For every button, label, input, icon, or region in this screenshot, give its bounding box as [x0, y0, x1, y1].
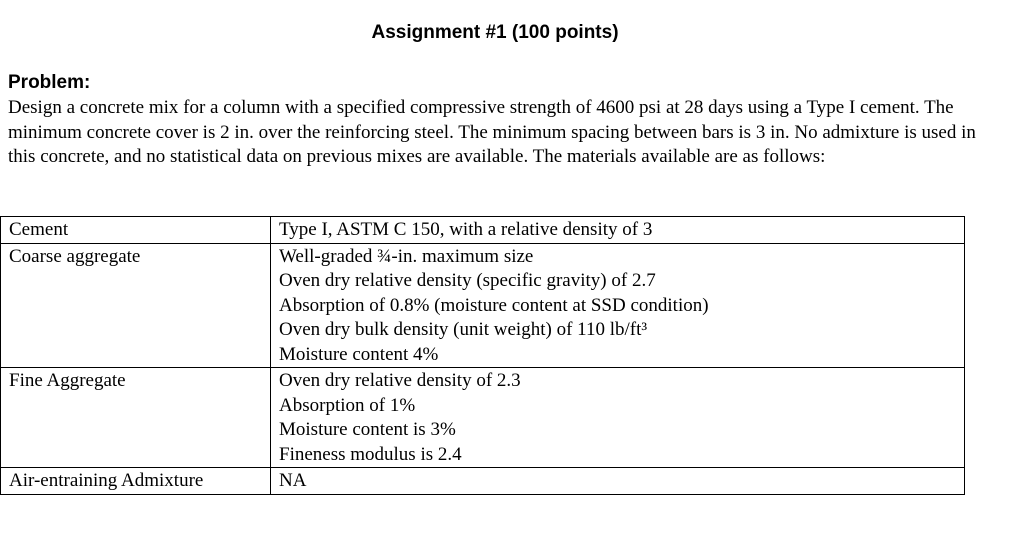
problem-statement: Design a concrete mix for a column with a specified compressive strength of 4600 psi at 28 days using a Type I cement. The minimum concrete cover is 2 in. over the reinforcing steel. The minimum spacing between bars is 3 in. No admixture is used in this concrete, and no statistical data on previous mixes are available. The materials available are as follows:	[8, 97, 976, 167]
property-line: Oven dry relative density of 2.3	[279, 370, 521, 391]
property-line: Absorption of 0.8% (moisture content at SSD condition)	[279, 294, 709, 316]
property-line: Type I, ASTM C 150, with a relative density of 3	[279, 219, 653, 240]
property-line: Moisture content 4%	[279, 343, 439, 365]
material-name: Coarse aggregate	[1, 243, 271, 368]
table-row	[1, 368, 965, 468]
problem-heading: Problem:	[8, 72, 91, 93]
table-row	[1, 243, 965, 368]
property-line: Absorption of 1%	[279, 394, 416, 416]
material-name: Fine Aggregate	[1, 368, 271, 468]
page-title: Assignment #1 (100 points)	[371, 22, 619, 43]
property-line: NA	[279, 470, 307, 491]
material-name: Cement	[1, 217, 271, 244]
materials-table	[0, 216, 965, 495]
table-row	[1, 468, 965, 495]
material-properties	[271, 217, 965, 244]
property-line: Well-graded ¾-in. maximum size	[279, 245, 534, 267]
property-line: Moisture content is 3%	[279, 419, 456, 440]
property-line: Fineness modulus is 2.4	[279, 443, 462, 465]
material-properties	[271, 468, 965, 495]
material-properties	[271, 368, 965, 468]
table-row	[1, 217, 965, 244]
property-line: Oven dry bulk density (unit weight) of 110 lb/ft³	[279, 319, 648, 340]
property-line: Oven dry relative density (specific gravity) of 2.7	[279, 270, 656, 291]
material-name: Air-entraining Admixture	[1, 468, 271, 495]
material-properties	[271, 243, 965, 368]
